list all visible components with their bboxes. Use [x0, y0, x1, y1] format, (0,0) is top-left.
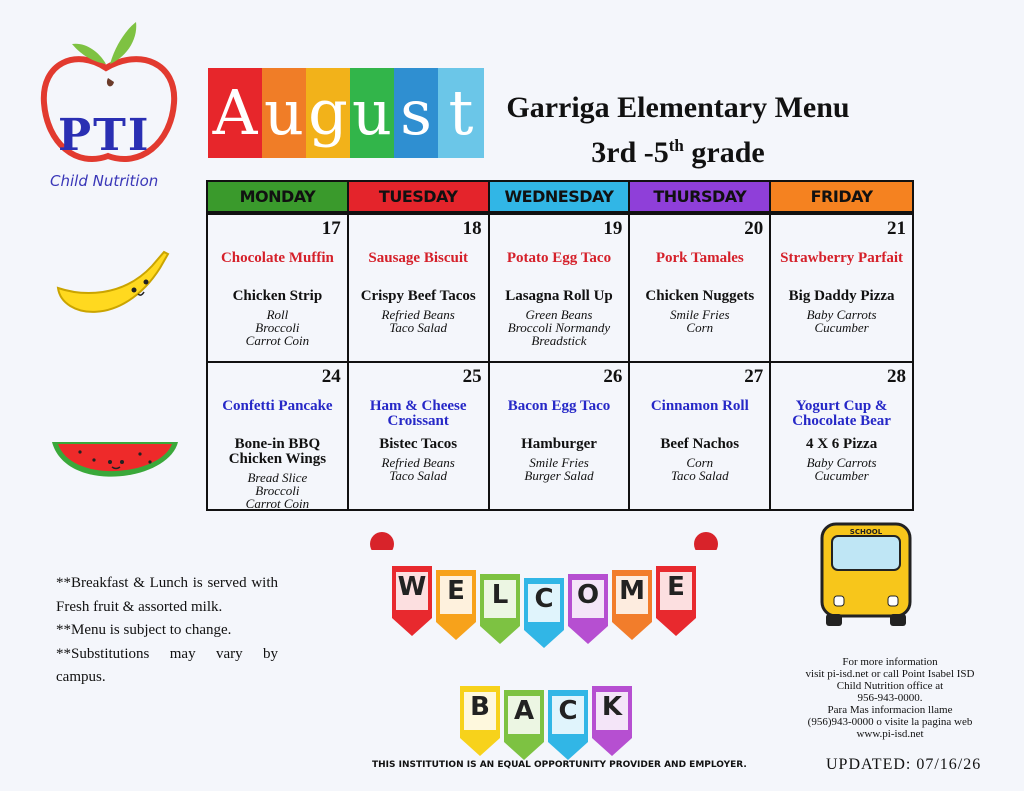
month-letter-s: s: [394, 68, 438, 158]
info-line: www.pi-isd.net: [856, 728, 924, 740]
banner-letter: A: [513, 696, 535, 726]
weekday-tuesday: TUESDAY: [349, 182, 490, 211]
day-cell: [490, 361, 631, 509]
banana-icon: [52, 248, 174, 328]
banner-pennant: [392, 566, 432, 636]
lunch-entree: Chicken Strip: [232, 288, 323, 304]
breakfast-item: Sausage Biscuit: [368, 250, 468, 266]
banner-letter: B: [470, 692, 490, 722]
lunch-entree: Bistec Tacos: [379, 436, 458, 452]
logo-text: PTI: [58, 110, 151, 161]
banner-pennant: [592, 686, 632, 756]
note-2: **Menu is subject to change.: [56, 622, 232, 638]
lunch-entree: Hamburger: [521, 436, 597, 452]
side-item: Carrot Coin: [245, 333, 310, 348]
side-item: Burger Salad: [524, 468, 594, 483]
day-cell: [208, 361, 349, 509]
side-items: [630, 308, 769, 334]
side-item: Corn: [686, 320, 714, 335]
banner-pennant: [612, 570, 652, 640]
month-letter-t: t: [438, 68, 484, 158]
banner-pennant: [480, 574, 520, 644]
banner-pennant: [656, 566, 696, 636]
day-cell: [771, 361, 912, 509]
banner-letter: K: [601, 692, 623, 722]
side-item: Broccoli Normandy: [507, 320, 611, 335]
strawberry-icons: [364, 530, 736, 550]
weekday-wednesday: WEDNESDAY: [490, 182, 631, 211]
banner-letter: O: [576, 580, 600, 610]
updated-date: UPDATED: 07/16/26: [826, 756, 982, 773]
side-items: [490, 456, 629, 482]
month-letter-g: g: [306, 68, 350, 158]
day-number: 19: [603, 218, 623, 239]
side-item: Bread Slice: [247, 470, 308, 485]
side-item: Baby Carrots: [806, 307, 877, 322]
side-item: Green Beans: [525, 307, 593, 322]
day-number: 28: [887, 366, 906, 387]
menu-notes: [56, 572, 278, 690]
side-item: Cucumber: [814, 320, 869, 335]
side-items: [490, 308, 629, 347]
banner-letter: W: [397, 572, 427, 602]
banner-pennant: [524, 578, 564, 648]
side-item: Refried Beans: [381, 455, 455, 470]
menu-calendar: [206, 180, 914, 511]
side-items: [771, 308, 912, 334]
welcome-banner: [392, 566, 702, 646]
info-line: For more information: [842, 656, 938, 668]
menu-title: [478, 92, 878, 169]
info-line: 956-943-0000.: [857, 692, 923, 704]
day-cell: [349, 361, 490, 509]
day-number: 27: [744, 366, 764, 387]
info-line: visit pi-isd.net or call Point Isabel ISD: [805, 668, 975, 680]
breakfast-item: Cinnamon Roll: [650, 398, 749, 414]
lunch-entree: Crispy Beef Tacos: [360, 288, 476, 304]
lunch-entree: Big Daddy Pizza: [788, 288, 895, 304]
day-cell: [630, 361, 771, 509]
banner-letter: C: [558, 696, 578, 726]
banner-letter: E: [447, 576, 465, 606]
day-number: 21: [887, 218, 906, 239]
month-letter-u2: u: [350, 68, 394, 158]
day-cell: [349, 213, 490, 361]
info-line: (956)943-0000 o visite la pagina web: [807, 716, 973, 728]
weekday-friday: FRIDAY: [771, 182, 912, 211]
side-item: Refried Beans: [381, 307, 455, 322]
weekday-monday: MONDAY: [208, 182, 349, 211]
side-items: [208, 471, 347, 510]
day-number: 25: [462, 366, 482, 387]
banner-letter: C: [534, 584, 554, 614]
day-number: 26: [603, 366, 623, 387]
banner-pennant: [460, 686, 500, 756]
banner-letter: L: [491, 580, 509, 610]
banner-letter: M: [619, 576, 645, 606]
bus-label: SCHOOL: [849, 528, 883, 536]
lunch-entree: Bone-in BBQ Chicken Wings: [228, 436, 327, 467]
side-item: Broccoli: [255, 483, 300, 498]
breakfast-item: Confetti Pancake: [222, 398, 333, 414]
side-item: Cucumber: [814, 468, 869, 483]
side-item: Smile Fries: [529, 455, 589, 470]
day-cell: [208, 213, 349, 361]
note-1: **Breakfast & Lunch is served with Fresh fruit & assorted milk.: [56, 575, 278, 615]
month-title: [208, 68, 484, 158]
pti-logo: [36, 18, 181, 198]
side-item: Smile Fries: [670, 307, 730, 322]
day-cell: [771, 213, 912, 361]
side-item: Carrot Coin: [245, 496, 310, 511]
banner-pennant: [548, 690, 588, 760]
eeo-statement: THIS INSTITUTION IS AN EQUAL OPPORTUNITY PROVIDER AND EMPLOYER.: [372, 760, 747, 770]
day-number: 20: [744, 218, 764, 239]
day-number: 24: [321, 366, 341, 387]
breakfast-item: Ham & Cheese Croissant: [369, 398, 467, 429]
school-bus-icon: [812, 520, 920, 630]
breakfast-item: Chocolate Muffin: [220, 250, 334, 266]
side-items: [208, 308, 347, 347]
weekday-header-row: [206, 180, 914, 213]
side-item: Baby Carrots: [806, 455, 877, 470]
side-items: [349, 308, 488, 334]
day-cell: [490, 213, 631, 361]
day-number: 18: [462, 218, 482, 239]
side-items: [771, 456, 912, 482]
logo-subtitle: Child Nutrition: [50, 172, 159, 190]
month-letter-u: u: [262, 68, 306, 158]
lunch-entree: Lasagna Roll Up: [505, 288, 613, 304]
grade-range: 3rd -5th grade: [591, 136, 765, 169]
side-item: Taco Salad: [389, 320, 448, 335]
breakfast-item: Potato Egg Taco: [506, 250, 612, 266]
banner-letter: E: [667, 572, 685, 602]
day-cell: [630, 213, 771, 361]
info-line: Child Nutrition office at: [836, 680, 944, 692]
breakfast-item: Strawberry Parfait: [780, 250, 904, 266]
note-3: **Substitutions may vary by campus.: [56, 645, 278, 685]
info-line: Para Mas informacion llame: [827, 704, 953, 716]
side-item: Roll: [266, 307, 289, 322]
day-grid: [206, 213, 914, 511]
lunch-entree: Chicken Nuggets: [645, 288, 755, 304]
day-number: 17: [321, 218, 341, 239]
breakfast-item: Pork Tamales: [655, 250, 744, 266]
watermelon-icon: [50, 438, 180, 494]
side-items: [630, 456, 769, 482]
banner-pennant: [436, 570, 476, 640]
side-item: Broccoli: [255, 320, 300, 335]
back-banner: [460, 680, 640, 760]
side-item: Corn: [686, 455, 714, 470]
side-item: Taco Salad: [670, 468, 729, 483]
banner-pennant: [504, 690, 544, 760]
side-item: Breadstick: [531, 333, 587, 348]
breakfast-item: Bacon Egg Taco: [507, 398, 611, 414]
weekday-thursday: THURSDAY: [630, 182, 771, 211]
side-items: [349, 456, 488, 482]
side-item: Taco Salad: [389, 468, 448, 483]
month-letter-a: A: [208, 68, 262, 158]
school-name: Garriga Elementary Menu: [506, 91, 850, 124]
contact-info: [790, 656, 990, 740]
lunch-entree: 4 X 6 Pizza: [805, 436, 878, 452]
banner-pennant: [568, 574, 608, 644]
breakfast-item: Yogurt Cup & Chocolate Bear: [792, 398, 891, 429]
lunch-entree: Beef Nachos: [660, 436, 740, 452]
